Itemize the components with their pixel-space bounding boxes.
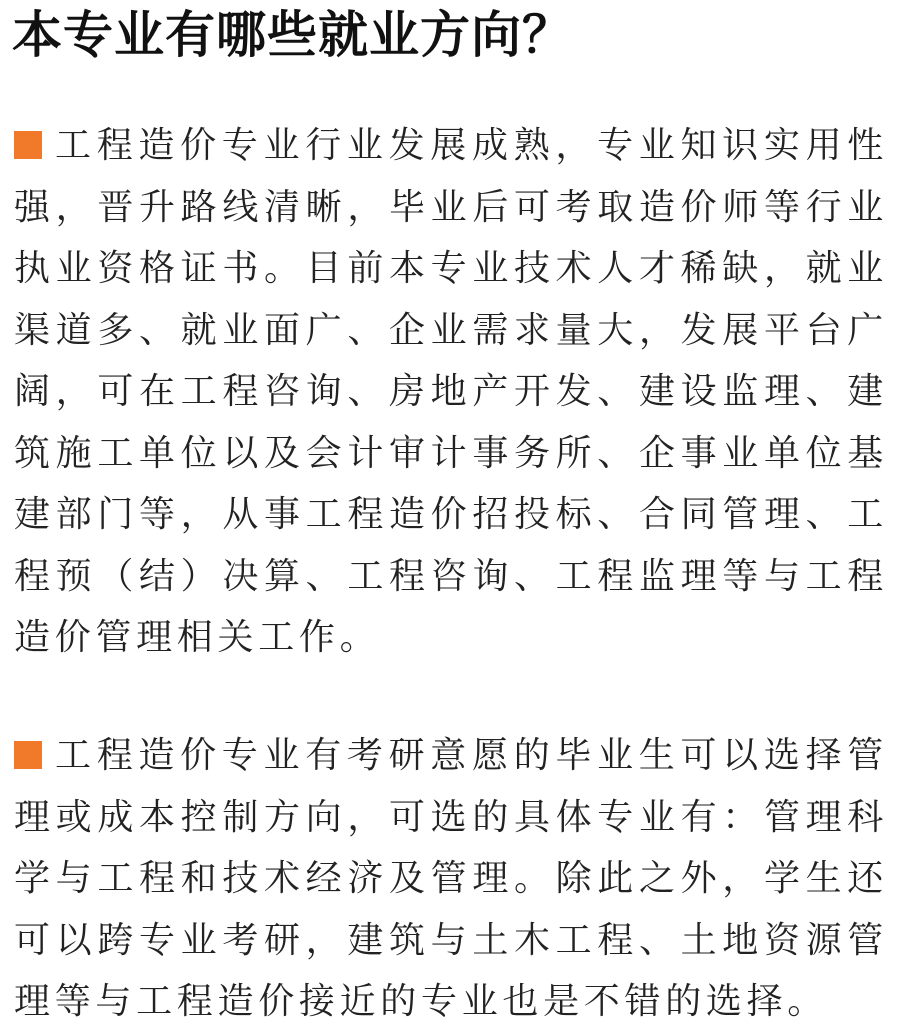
paragraph-graduate-study-text: 工程造价专业有考研意愿的毕业生可以选择管理或成本控制方向，可选的具体专业有：管理科学与工程和技术经济及管理。除此之外，学生还可以跨专业考研，建筑与土木工程、土地资源管理等与工程造价接近的专业也是不错的选择。 (14, 735, 888, 1022)
paragraph-graduate-study (14, 725, 888, 1028)
paragraph-employment-text: 工程造价专业行业发展成熟，专业知识实用性强，晋升路线清晰，毕业后可考取造价师等行业执业资格证书。目前本专业技术人才稀缺，就业渠道多、就业面广、企业需求量大，发展平台广阔，可在工程咨询、房地产开发、建设监理、建筑施工单位以及会计审计事务所、企事业单位基建部门等，从事工程造价招投标、合同管理、工程预（结）决算、工程咨询、工程监理等与工程造价管理相关工作。 (14, 125, 888, 658)
orange-square-bullet-icon (14, 131, 42, 159)
paragraph-employment (14, 115, 888, 669)
page-title: 本专业有哪些就业方向？ (12, 6, 573, 64)
orange-square-bullet-icon (14, 741, 42, 769)
